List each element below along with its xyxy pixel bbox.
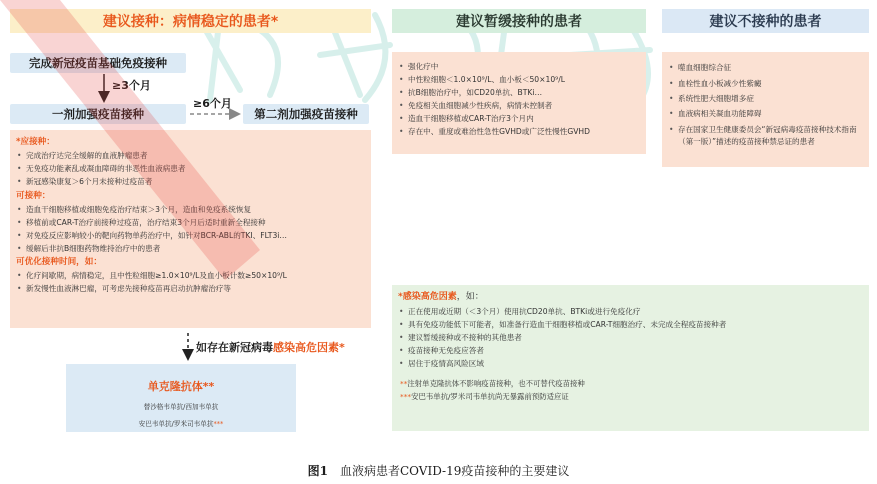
list-item: • 对免疫反应影响较小的靶向药物单药治疗中，如针对BCR-ABL的TKI、FLT3i… (16, 231, 365, 241)
footnote-1-text: 注射单克隆抗体不影响疫苗接种，也不可替代疫苗接种 (407, 378, 585, 388)
mab-line-2-mark: *** (213, 420, 224, 428)
list-item: • 系统性肥大细胞增多症 (668, 93, 863, 105)
list-item: • 建议暂缓接种或不接种的其他患者 (398, 333, 863, 343)
list-item: • 血液病相关凝血功能障碍 (668, 108, 863, 120)
consider-prefix: 如存在新冠病毒 (196, 341, 273, 354)
list-item: • 免疫相关血细胞减少性疾病，病情未控制者 (398, 101, 640, 111)
mab-title: 单克隆抗体** (147, 380, 215, 393)
risk-factor-panel (392, 285, 869, 431)
mab-line-2-text: 安巴韦单抗/罗米司韦单抗 (138, 420, 214, 428)
list-item: • 疫苗接种无免疫应答者 (398, 346, 863, 356)
list-item: • 新冠感染康复＞6个月未接种过疫苗者 (16, 177, 365, 187)
footnote-2-mark: *** (400, 391, 412, 401)
list-item: • 中性粒细胞＜1.0×10⁹/L、血小板＜50×10⁹/L (398, 75, 640, 85)
figure-label: 图1 (307, 464, 328, 478)
header-defer: 建议暂缓接种的患者 (392, 9, 646, 33)
header-recommend: 建议接种：病情稳定的患者* (10, 9, 371, 33)
footnote-2-text: 安巴韦单抗/罗米司韦单抗尚无暴露前预防适应证 (411, 391, 569, 401)
first-booster-box: 一剂加强疫苗接种 (10, 104, 186, 124)
section-must-vaccinate: *应接种： (16, 137, 55, 147)
not-recommend-panel (662, 52, 869, 167)
not-recommend-list (668, 62, 863, 148)
list-item: • 血栓性血小板减少性紫癜 (668, 78, 863, 90)
mab-line-1: 替沙格韦单抗/西加韦单抗 (143, 403, 219, 411)
list-item: • 无免疫功能紊乱或凝血障碍的非恶性血液病患者 (16, 164, 365, 174)
figure-caption (0, 462, 877, 479)
interval-6-months: ≥6个月 (193, 97, 232, 110)
list-item: • 抗B细胞治疗中，如CD20单抗、BTKi… (398, 88, 640, 98)
header-not-recommend: 建议不接种的患者 (662, 9, 869, 33)
defer-panel (392, 52, 646, 154)
list-item: • 新发慢性血液淋巴瘤，可考虑先接种疫苗再启动抗肿瘤治疗等 (16, 284, 365, 294)
footnote-1 (398, 379, 863, 389)
list-item: • 噬血细胞综合征 (668, 62, 863, 74)
risk-title-highlight: *感染高危因素 (398, 292, 457, 302)
footnote-2 (398, 392, 863, 402)
second-booster-box: 第二剂加强疫苗接种 (243, 104, 369, 124)
list-item: • 造血干细胞移植或CAR-T治疗3个月内 (398, 114, 640, 124)
footnote-1-mark: ** (400, 378, 408, 388)
optimize-timing-list (16, 271, 365, 294)
list-item: • 存在中、重度或难治性急性GVHD或广泛性慢性GVHD (398, 127, 640, 137)
list-item: • 强化疗中 (398, 62, 640, 72)
base-immunization-box: 完成新冠疫苗基础免疫接种 (10, 53, 186, 73)
list-item: • 造血干细胞移植或细胞免疫治疗结束＞3个月，造血和免疫系统恢复 (16, 205, 365, 215)
mab-line-2 (66, 418, 296, 428)
must-vaccinate-list (16, 151, 365, 187)
figure-caption-text: 血液病患者COVID-19疫苗接种的主要建议 (339, 464, 570, 478)
recommend-panel (10, 130, 371, 328)
consider-highlight: 感染高危因素* (273, 341, 345, 354)
list-item: • 移植前或CAR-T治疗前接种过疫苗，治疗结束3个月后适时重新全程接种 (16, 218, 365, 228)
list-item: • 化疗间歇期，病情稳定，且中性粒细胞≥1.0×10⁹/L及血小板计数≥50×10⁹/L (16, 271, 365, 281)
section-may-vaccinate: 可接种： (16, 190, 51, 201)
defer-list (398, 62, 640, 137)
list-item: • 居住于疫情高风险区域 (398, 359, 863, 369)
risk-title (398, 292, 863, 304)
may-vaccinate-list (16, 205, 365, 254)
risk-title-suffix: ，如： (456, 292, 484, 302)
section-optimize-timing (16, 257, 365, 268)
risk-list (398, 307, 863, 369)
interval-3-months: ≥3个月 (112, 79, 151, 92)
consider-risk-text (196, 339, 345, 355)
optimize-timing-label: 可优化接种时间，如： (16, 257, 102, 268)
list-item: • 具有免疫功能低下可能者，如准备行造血干细胞移植或CAR-T细胞治疗、未完成全程疫苗接种者 (398, 320, 863, 330)
footnotes (398, 379, 863, 401)
list-item: • 完成治疗达完全缓解的血液肿瘤患者 (16, 151, 365, 161)
list-item: • 缓解后非抗B细胞药物维持治疗中的患者 (16, 244, 365, 254)
list-item: • 正在使用或近期（＜3个月）使用抗CD20单抗、BTKi或进行免疫化疗 (398, 307, 863, 317)
list-item: • 存在国家卫生健康委员会“新冠病毒疫苗接种技术指南（第一版）”描述的疫苗接种禁忌证的患者 (668, 124, 863, 148)
monoclonal-antibody-box (66, 364, 296, 432)
